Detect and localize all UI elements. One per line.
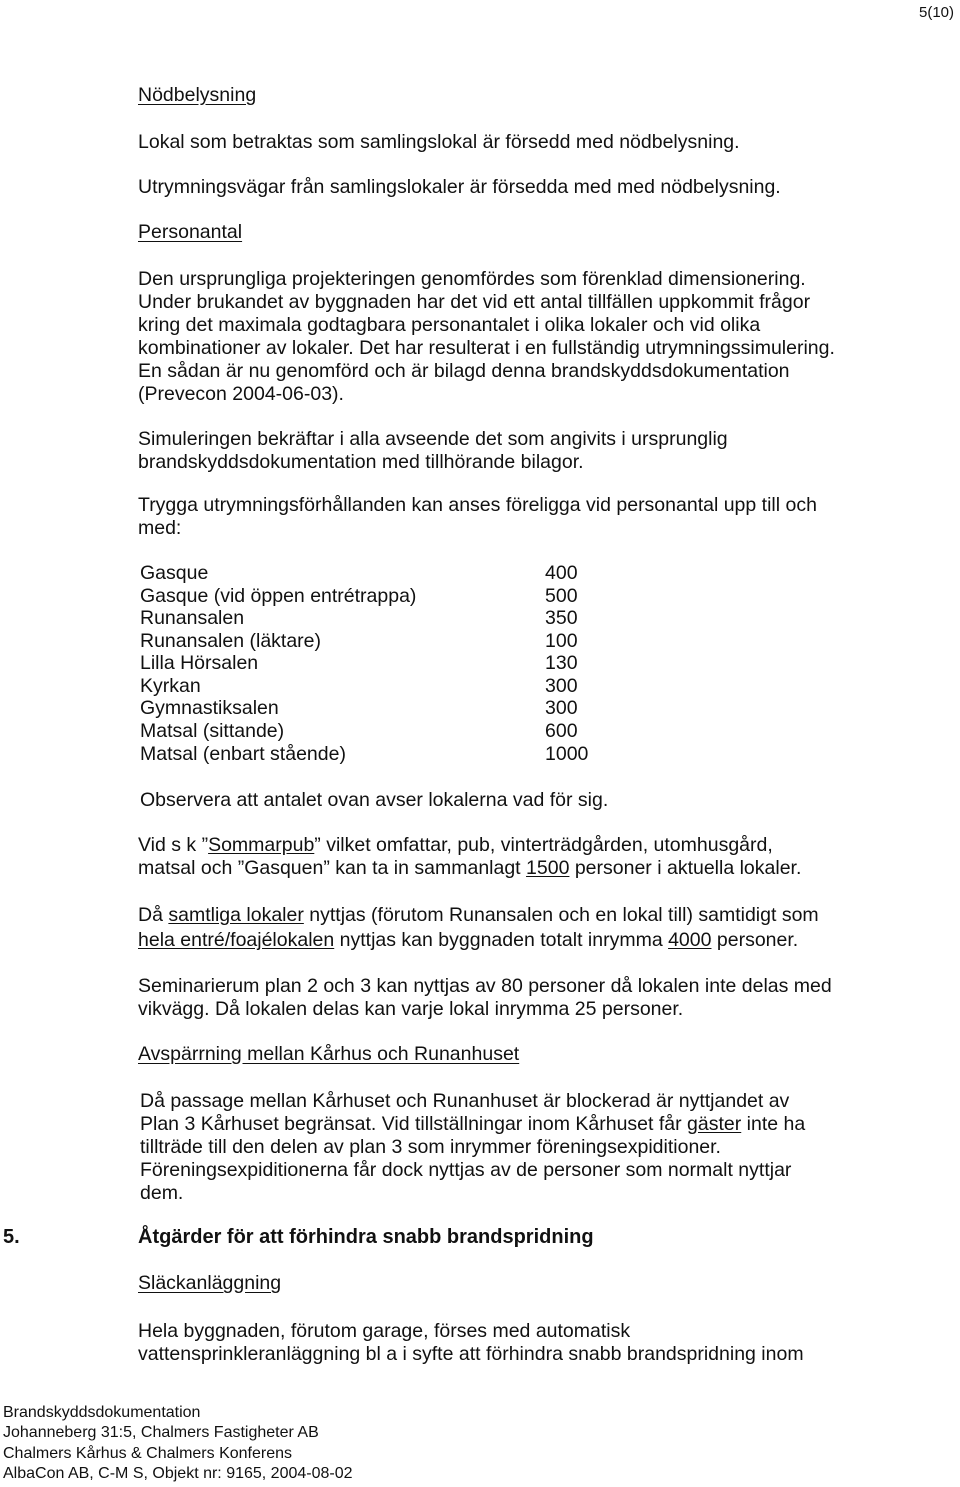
capacity-room: Gasque (vid öppen entrétrappa) — [140, 585, 417, 607]
capacity-room: Kyrkan — [140, 675, 201, 697]
personantal-p1-line: kombinationer av lokaler. Det har resulterat i en fullständig utrymningssimulering. — [138, 337, 835, 359]
capacity-value: 1000 — [545, 743, 589, 765]
capacity-room: Matsal (sittande) — [140, 720, 285, 742]
capacity-room: Runansalen — [140, 607, 245, 629]
text: ” vilket omfattar, pub, vinterträdgården, utomhusgård, — [314, 834, 773, 856]
footer-line: Brandskyddsdokumentation — [3, 1404, 201, 1421]
section-title-text: Åtgärder för att förhindra snabb brandspridning — [138, 1226, 594, 1248]
capacity-room: Lilla Hörsalen — [140, 652, 259, 674]
capacity-row — [140, 585, 600, 608]
heading-nodbelysning: Nödbelysning — [138, 84, 257, 106]
personantal-p2-line: brandskyddsdokumentation med tillhörande bilagor. — [138, 451, 584, 473]
avsparrning-line: tillträde till den delen av plan 3 som inrymmer föreningsexpiditioner. — [140, 1136, 721, 1158]
heading-slackanlaggning: Släckanläggning — [138, 1272, 282, 1294]
nodbelysning-line-2: Utrymningsvägar från samlingslokaler är försedda med med nödbelysning. — [138, 176, 781, 198]
slackanlaggning-line: vattensprinkleranläggning bl a i syfte att förhindra snabb brandspridning inom — [138, 1343, 804, 1365]
avsparrning-line: Föreningsexpiditionerna får dock nyttjas av de personer som normalt nyttjar — [140, 1159, 792, 1181]
capacity-value: 500 — [545, 585, 578, 607]
capacity-row — [140, 743, 600, 766]
text: personer i aktuella lokaler. — [569, 857, 802, 879]
capacity-value: 400 — [545, 562, 578, 584]
text: nyttjas kan byggnaden totalt inrymma — [334, 929, 669, 951]
capacity-row — [140, 562, 600, 585]
sommarpub-total: 1500 — [526, 857, 570, 879]
personantal-p1-line: En sådan är nu genomförd och är bilagd denna brandskyddsdokumentation — [138, 360, 790, 382]
sommarpub-term: Sommarpub — [208, 834, 315, 856]
text: Vid s k ” — [138, 834, 209, 856]
capacity-room: Runansalen (läktare) — [140, 630, 322, 652]
footer-line: Chalmers Kårhus & Chalmers Konferens — [3, 1445, 293, 1462]
footer-line: AlbaCon AB, C-M S, Objekt nr: 9165, 2004-08-02 — [3, 1465, 353, 1482]
text: nyttjas (förutom Runansalen och en lokal till) samtidigt som — [303, 904, 819, 926]
capacity-room: Gymnastiksalen — [140, 697, 279, 719]
samtliga-line-2 — [138, 929, 798, 952]
personantal-p1-line: (Prevecon 2004-06-03). — [138, 383, 344, 405]
text: Plan 3 Kårhuset begränsat. Vid tillställningar inom Kårhuset får — [140, 1113, 688, 1135]
capacity-row — [140, 607, 600, 630]
page-number: 5(10) — [919, 4, 955, 21]
personantal-p1-line: Under brukandet av byggnaden har det vid ett antal tillfällen uppkommit frågor — [138, 291, 811, 313]
sommarpub-line-2 — [138, 857, 801, 880]
text: inte ha — [741, 1113, 806, 1135]
capacity-value: 600 — [545, 720, 578, 742]
text: Då — [138, 904, 169, 926]
slackanlaggning-line: Hela byggnaden, förutom garage, förses med automatisk — [138, 1320, 631, 1342]
text: matsal och ”Gasquen” kan ta in sammanlagt — [138, 857, 527, 879]
personantal-p1-line: kring det maximala godtagbara personantalet i olika lokaler och vid olika — [138, 314, 761, 336]
seminarierum-line: Seminarierum plan 2 och 3 kan nyttjas av 80 personer då lokalen inte delas med — [138, 975, 832, 997]
avsparrning-line — [140, 1113, 805, 1136]
samtliga-term: samtliga lokaler — [168, 904, 304, 926]
capacity-value: 100 — [545, 630, 578, 652]
capacity-row — [140, 652, 600, 675]
sommarpub-line-1 — [138, 834, 773, 857]
capacity-row — [140, 675, 600, 698]
samtliga-total: 4000 — [668, 929, 712, 951]
avsparrning-line: Då passage mellan Kårhuset och Runanhuset är blockerad är nyttjandet av — [140, 1090, 790, 1112]
capacity-value: 350 — [545, 607, 578, 629]
observe-note: Observera att antalet ovan avser lokalerna vad för sig. — [140, 789, 609, 811]
nodbelysning-line-1: Lokal som betraktas som samlingslokal är försedd med nödbelysning. — [138, 131, 740, 153]
personantal-p2-line: Simuleringen bekräftar i alla avseende det som angivits i ursprunglig — [138, 428, 728, 450]
heading-avsparrning: Avspärrning mellan Kårhus och Runanhuset — [138, 1043, 520, 1065]
personantal-p3-line: Trygga utrymningsförhållanden kan anses föreligga vid personantal upp till och — [138, 494, 817, 516]
capacity-value: 130 — [545, 652, 578, 674]
entre-term: hela entré/foajélokalen — [138, 929, 335, 951]
samtliga-line-1 — [138, 904, 819, 927]
seminarierum-line: vikvägg. Då lokalen delas kan varje lokal inrymma 25 personer. — [138, 998, 684, 1020]
capacity-value: 300 — [545, 697, 578, 719]
capacity-room: Matsal (enbart stående) — [140, 743, 346, 765]
capacity-room: Gasque — [140, 562, 209, 584]
section-number: 5. — [3, 1226, 20, 1248]
heading-personantal: Personantal — [138, 221, 243, 243]
personantal-p3-line: med: — [138, 517, 182, 539]
footer-line: Johanneberg 31:5, Chalmers Fastigheter AB — [3, 1424, 319, 1441]
personantal-p1-line: Den ursprungliga projekteringen genomfördes som förenklad dimensionering. — [138, 268, 806, 290]
capacity-value: 300 — [545, 675, 578, 697]
capacity-row — [140, 720, 600, 743]
capacity-row — [140, 697, 600, 720]
avsparrning-line: dem. — [140, 1182, 184, 1204]
gaster-term: gäster — [687, 1113, 742, 1135]
text: personer. — [711, 929, 799, 951]
capacity-row — [140, 630, 600, 653]
